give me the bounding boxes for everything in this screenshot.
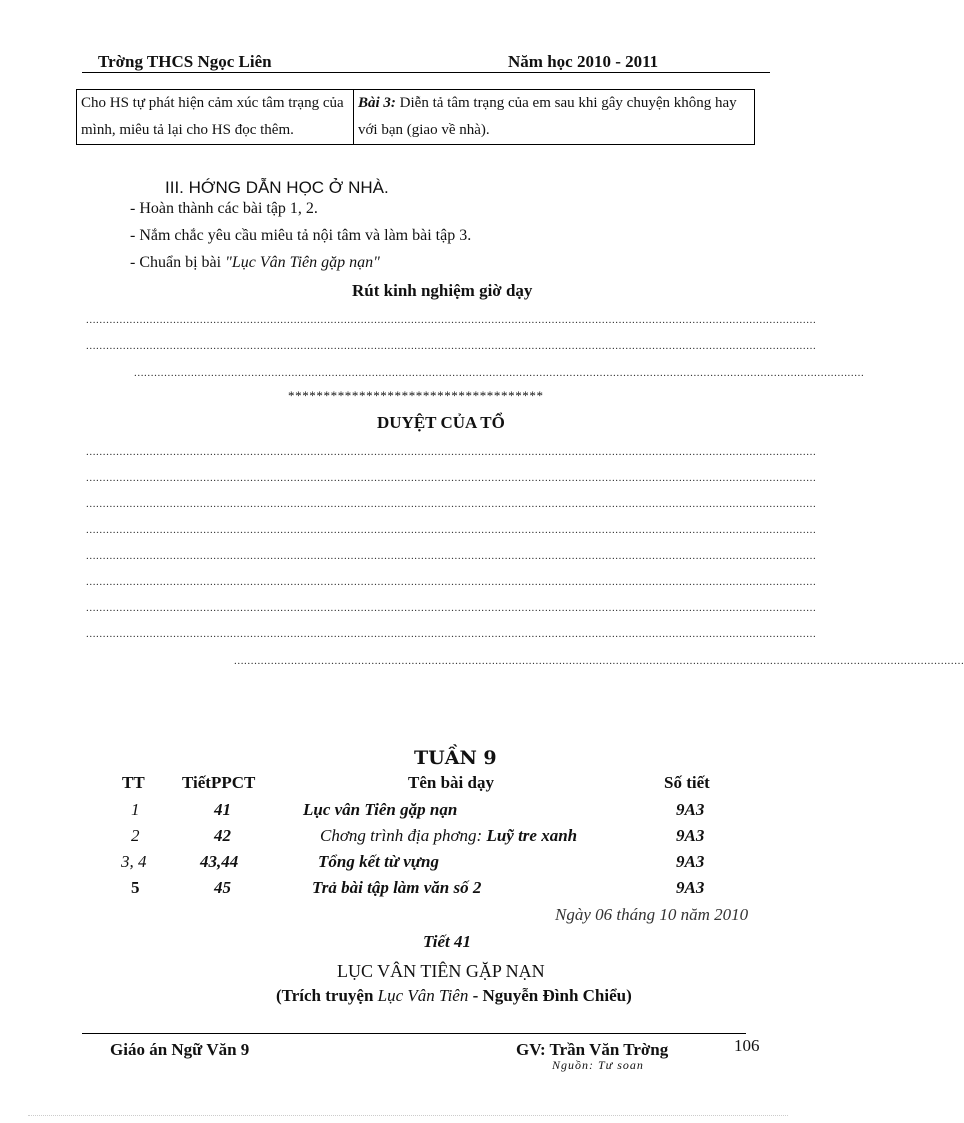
prep-prefix: - Chuẩn bị bài [130,254,226,271]
footer-rule [82,1033,746,1034]
star-separator: ************************************ [288,388,544,403]
row-sotiet: 9A3 [676,800,705,819]
row-name: Tổng kết từ vựng [318,852,439,871]
dotted-line: .......................................................................................................................................................................................................................... [86,576,817,588]
dotted-line: .......................................................................................................................................................................................................................... [86,472,817,484]
exercise-label: Bài 3: [358,95,396,111]
lesson-title: LỤC VÂN TIÊN GẶP NẠN [337,961,545,981]
row-sotiet: 9A3 [676,852,705,871]
row-tt: 5 [131,878,140,897]
lesson-number: Tiết 41 [423,932,471,951]
row-tt: 2 [131,826,140,845]
row-sotiet: 9A3 [676,826,705,845]
col-tt-header: TT [122,773,145,792]
row-name-bold: Luỹ tre xanh [486,826,578,845]
row-ppct: 41 [214,800,231,819]
row-name: Lục vân Tiên gặp nạn [303,800,458,819]
activity-left-cell: Cho HS tự phát hiện cảm xúc tâm trạng của mình, miêu tả lại cho HS đọc thêm. [77,90,354,145]
dotted-line: .......................................................................................................................................................................................................................... [86,340,817,352]
dotted-line: .......................................................................................................................................................................................................................... [86,314,817,326]
row-ppct: 43,44 [200,852,239,871]
col-ppct-header: TiếtPPCT [182,773,256,792]
page-number: 106 [734,1036,760,1055]
dotted-line: .......................................................................................................................................................................................................................... [234,655,964,667]
week-title: TUẦN 9 [414,747,497,769]
header-year: Năm học 2010 - 2011 [508,52,659,71]
dotted-line: .......................................................................................................................................................................................................................... [134,367,865,379]
section3-prep [130,254,380,272]
subtitle-open: (Trích truyện [276,986,378,1005]
col-name-header: Tên bài dạy [408,773,494,792]
review-title: DUYỆT CỦA TỔ [377,413,505,432]
footer-source: Nguồn: Tư soan [552,1058,644,1072]
header-school: Trờng THCS Ngọc Liên [98,52,272,71]
page-bottom-dotted-edge [28,1115,788,1116]
footer-left: Giáo án Ngữ Văn 9 [110,1040,250,1059]
header-rule [82,72,770,73]
row-name [320,826,577,846]
subtitle-work: Lục Vân Tiên [377,986,469,1005]
dotted-line: .......................................................................................................................................................................................................................... [86,602,817,614]
row-tt: 3, 4 [121,852,147,871]
section3-heading: III. HỚNG DẪN HỌC Ở NHÀ. [165,178,389,197]
section3-item: - Hoàn thành các bài tập 1, 2. [130,200,318,217]
exercise-text: Diễn tả tâm trạng của em sau khi gây chuyện không hay với bạn (giao về nhà). [358,95,737,138]
dotted-line: .......................................................................................................................................................................................................................... [86,498,817,510]
dotted-line: .......................................................................................................................................................................................................................... [86,550,817,562]
row-name: Trả bài tập làm văn số 2 [312,878,482,897]
row-sotiet: 9A3 [676,878,705,897]
dotted-line: .......................................................................................................................................................................................................................... [86,446,817,458]
row-tt: 1 [131,800,140,819]
dotted-line: .......................................................................................................................................................................................................................... [86,628,817,640]
activity-right-cell [354,90,755,145]
section3-item: - Nắm chắc yêu cầu miêu tả nội tâm và làm bài tập 3. [130,227,472,244]
col-sotiet-header: Số tiết [664,773,710,792]
footer-right: GV: Trần Văn Trờng [516,1040,669,1059]
subtitle-close: - Nguyễn Đình Chiểu) [468,986,632,1005]
row-ppct: 45 [214,878,231,897]
row-name-prefix: Chơng trình địa phơng: [320,826,483,845]
prep-title: "Lục Vân Tiên gặp nạn" [225,254,380,271]
lesson-subtitle [276,986,632,1006]
activity-table [76,89,755,145]
dotted-line: .......................................................................................................................................................................................................................... [86,524,817,536]
lesson-date: Ngày 06 tháng 10 năm 2010 [555,905,749,924]
row-ppct: 42 [214,826,231,845]
experience-title: Rút kinh nghiệm giờ dạy [352,281,533,300]
